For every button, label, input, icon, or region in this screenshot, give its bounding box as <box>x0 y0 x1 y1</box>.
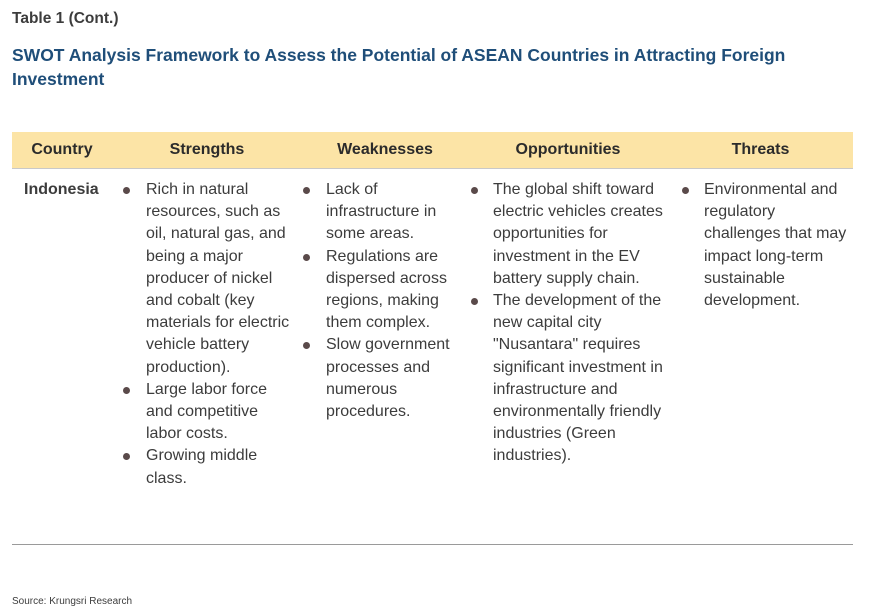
country-cell <box>12 179 112 544</box>
threat-text: Environmental and regulatory challenges that may impact long-term sustainable development. <box>704 181 847 310</box>
list-item <box>112 379 302 446</box>
strength-text: Rich in natural resources, such as oil, natural gas, and being a major producer of nickel and cobalt (key materials for electric vehicle battery production). <box>146 181 290 376</box>
weakness-text: Lack of infrastructure in some areas. <box>326 181 437 243</box>
opportunities-cell <box>468 179 668 544</box>
list-item <box>302 179 468 246</box>
list-item <box>302 246 468 335</box>
strengths-list <box>112 179 302 490</box>
header-weaknesses: Weaknesses <box>337 141 433 158</box>
weakness-text: Regulations are dispersed across regions, making them complex. <box>326 247 447 332</box>
list-item <box>468 290 668 468</box>
list-item <box>112 445 302 489</box>
header-threats: Threats <box>731 141 790 158</box>
list-item <box>668 179 853 312</box>
bullet-icon <box>682 187 689 194</box>
threats-cell <box>668 179 853 544</box>
list-item <box>302 334 468 423</box>
country-name: Indonesia <box>24 181 99 198</box>
opportunities-list <box>468 179 668 468</box>
swot-table <box>12 132 853 545</box>
table-title: SWOT Analysis Framework to Assess the Potential of ASEAN Countries in Attracting Foreign Investment <box>12 45 786 89</box>
bullet-icon <box>123 187 130 194</box>
source-note: Source: Krungsri Research <box>12 596 133 607</box>
strength-text: Growing middle class. <box>146 447 258 487</box>
strengths-cell <box>112 179 302 544</box>
opportunity-text: The development of the new capital city "Nusantara" requires significant investment in infrastructure and environmentally friendly industries (Green industries). <box>493 292 663 465</box>
weaknesses-cell <box>302 179 468 544</box>
weakness-text: Slow government processes and numerous procedures. <box>326 336 450 421</box>
strength-text: Large labor force and competitive labor costs. <box>146 380 267 443</box>
bullet-icon <box>303 254 310 261</box>
list-item <box>468 179 668 290</box>
bullet-icon <box>471 187 478 194</box>
bullet-icon <box>303 342 310 349</box>
weaknesses-list <box>302 179 468 423</box>
opportunity-text: The global shift toward electric vehicles creates opportunities for investment in the EV battery supply chain. <box>493 181 663 287</box>
header-opportunities: Opportunities <box>515 141 621 158</box>
threats-list <box>668 179 853 312</box>
table-header-row <box>12 132 853 169</box>
bullet-icon <box>303 187 310 194</box>
list-item <box>112 179 302 379</box>
table-row <box>12 169 853 545</box>
bullet-icon <box>123 387 130 394</box>
header-strengths: Strengths <box>169 141 245 158</box>
header-country: Country <box>31 141 93 158</box>
bullet-icon <box>471 298 478 305</box>
table-label: Table 1 (Cont.) <box>12 10 119 27</box>
bullet-icon <box>123 453 130 460</box>
